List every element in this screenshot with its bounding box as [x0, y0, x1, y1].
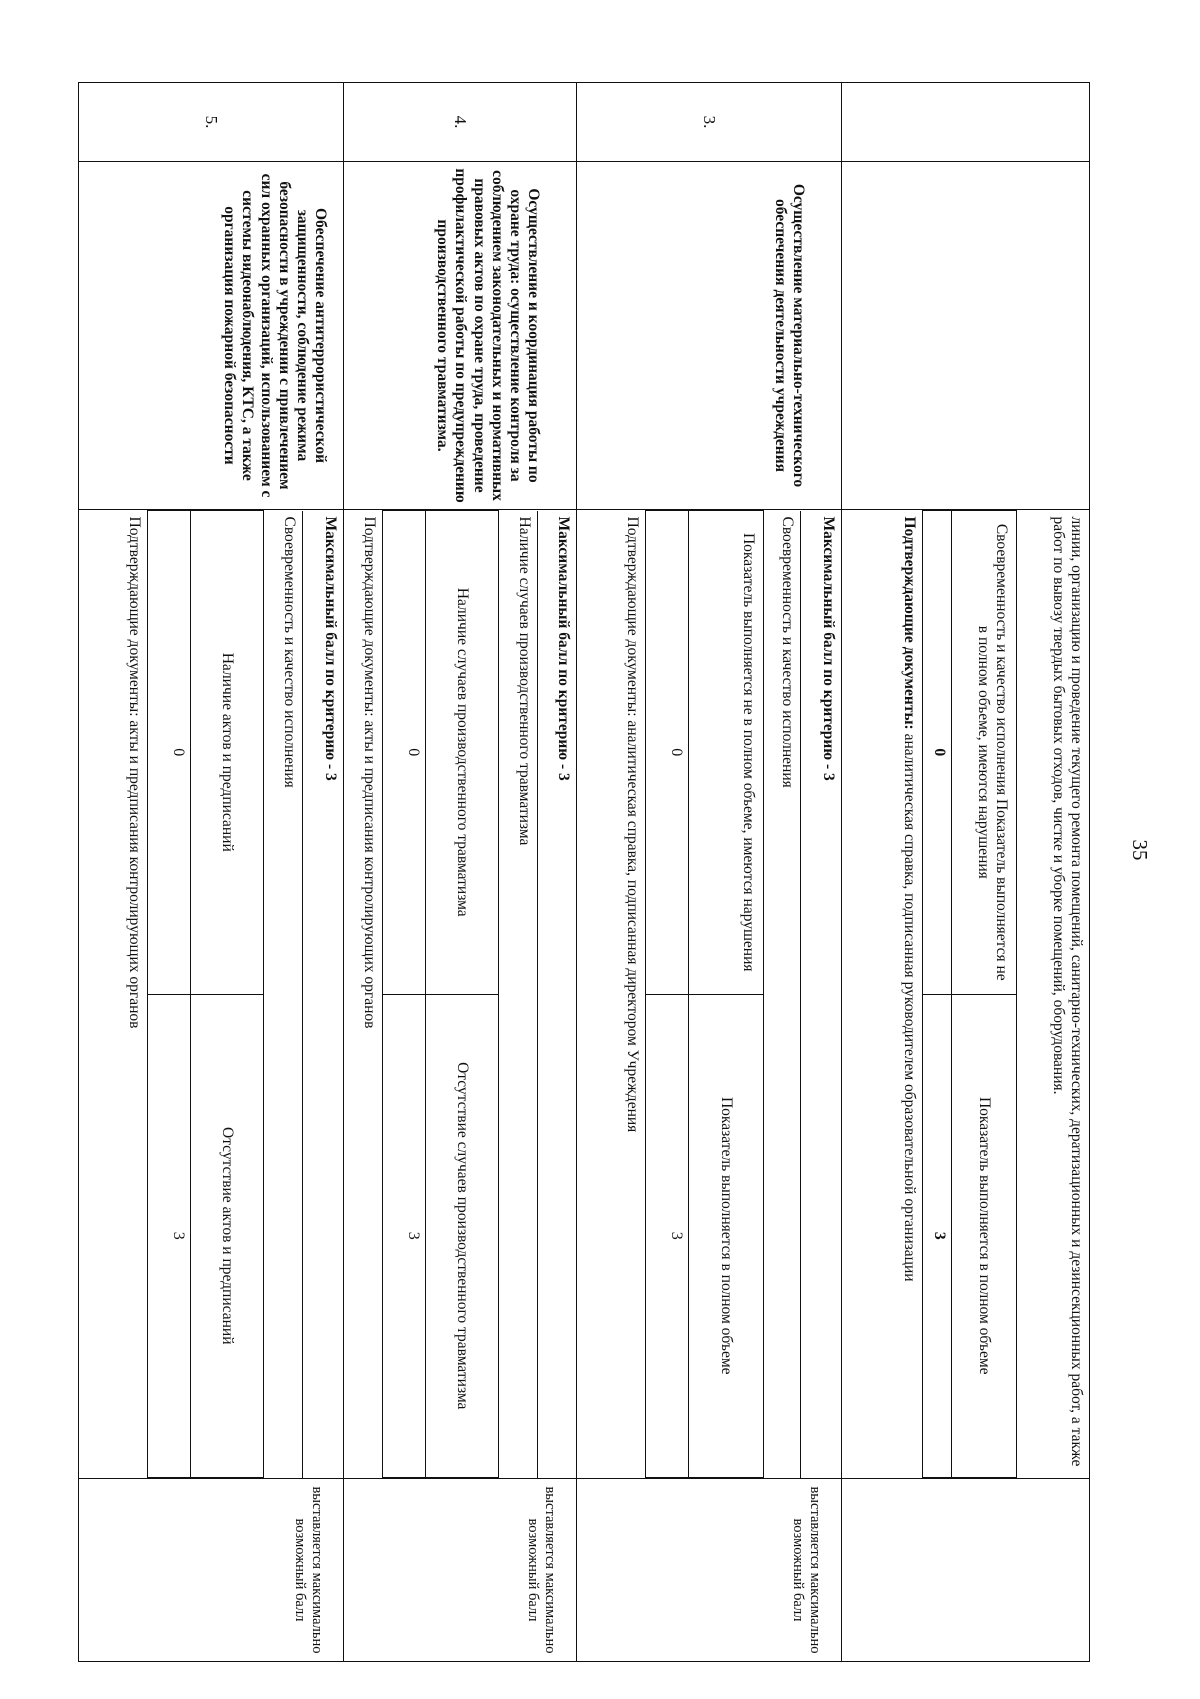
- subheading: Своевременность и качество исполнения: [264, 511, 303, 1478]
- rotated-document: [120, 82, 1090, 1662]
- subheading: Своевременность и качество исполнения: [764, 511, 801, 1478]
- table-row: [344, 83, 577, 1662]
- note-cell: выставляется максимально возможный балл: [577, 1479, 842, 1662]
- indicator-table: [577, 510, 841, 1478]
- left-score: 0: [148, 511, 191, 995]
- note-cell: выставляется максимально возможный балл: [79, 1479, 344, 1662]
- row-number: 3.: [577, 83, 842, 162]
- docs-label: Подтверждающие документы:: [901, 516, 918, 730]
- docs-value: аналитическая справка, подписанная руководителем образовательной организации: [901, 729, 918, 1282]
- row-number: [842, 83, 1090, 162]
- indicator-cell: [79, 510, 344, 1479]
- right-condition: Показатель выполняется в полном объеме: [952, 994, 1017, 1478]
- right-score: 3: [646, 994, 689, 1478]
- criterion-cell: [842, 162, 1090, 510]
- right-score: 3: [923, 994, 952, 1478]
- right-score: 3: [383, 994, 426, 1478]
- indicator-table: [79, 510, 343, 1478]
- indicator-table: [344, 510, 576, 1478]
- left-condition: Наличие случаев производственного травматизма: [426, 511, 499, 995]
- right-condition: Отсутствие актов и предписаний: [191, 994, 264, 1478]
- indicator-cell: [577, 510, 842, 1479]
- note-cell: выставляется максимально возможный балл: [344, 1479, 577, 1662]
- right-score: 3: [148, 994, 191, 1478]
- note-cell: [842, 1479, 1090, 1662]
- left-condition: Своевременность и качество исполнения Показатель выполняется не в полном объеме, имеются нарушения: [952, 511, 1017, 995]
- indicator-table: [868, 510, 1089, 1478]
- criteria-table: [78, 82, 1090, 1662]
- max-score-label: Максимальный балл по критерию - 3: [801, 511, 842, 1478]
- criterion-cell: Осуществление и координация работы по охране труда: осуществление контроля за соблюдением законодательных и нормативных правовых актов по охране труда, проведение профилактической работы по предупреждению производственного травматизма.: [344, 162, 577, 510]
- right-condition: Показатель выполняется в полном объеме: [689, 994, 764, 1478]
- right-condition: Отсутствие случаев производственного травматизма: [426, 994, 499, 1478]
- table-row: [842, 83, 1090, 1662]
- docs-text: Подтверждающие документы: акты и предписания контролирующих органов: [126, 516, 143, 1029]
- row-number: 5.: [79, 83, 344, 162]
- table-row: [79, 83, 344, 1662]
- indicator-cell: [344, 510, 577, 1479]
- docs-text: Подтверждающие документы: акты и предписания контролирующих органов: [361, 516, 378, 1029]
- intro-text: линии, организацию и проведение текущего ремонта помещений, санитарно-технических, дератизационных и дезинсекционных работ, а также работ по вывозу твердых бытовых отходов, чистке и уборке помещений, оборудования.: [1017, 511, 1090, 1478]
- subheading: Наличие случаев производственного травматизма: [499, 511, 538, 1478]
- docs-text: Подтверждающие документы: аналитическая справка, подписанная директором Учреждения: [624, 516, 641, 1133]
- left-score: 0: [646, 511, 689, 995]
- max-score-label: Максимальный балл по критерию - 3: [303, 511, 344, 1478]
- criterion-cell: Осуществление материально-технического обеспечения деятельности учреждения: [577, 162, 842, 510]
- criterion-cell: Обеспечение антитеррористической защищенности, соблюдение режима безопасности в учреждении с привлечением сил охранных организаций, использованием с системы видеонаблюдения, КТС, а также организация пожарной безопасности: [79, 162, 344, 510]
- left-score: 0: [923, 511, 952, 995]
- table-row: [577, 83, 842, 1662]
- left-condition: Показатель выполняется не в полном объеме, имеются нарушения: [689, 511, 764, 995]
- docs-text: [868, 511, 923, 1478]
- indicator-cell: [842, 510, 1090, 1479]
- max-score-label: Максимальный балл по критерию - 3: [538, 511, 577, 1478]
- page-number: 35: [1128, 839, 1153, 861]
- row-number: 4.: [344, 83, 577, 162]
- left-condition: Наличие актов и предписаний: [191, 511, 264, 995]
- left-score: 0: [383, 511, 426, 995]
